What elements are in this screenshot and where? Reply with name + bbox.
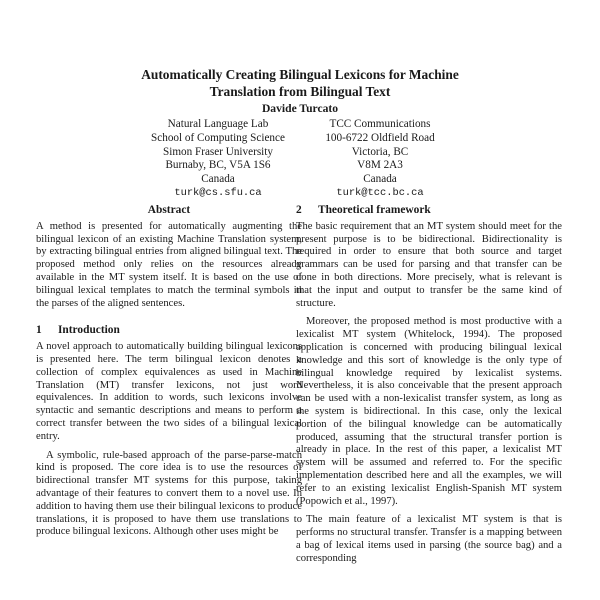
right-column (296, 204, 562, 572)
affiliation-line: TCC Communications (329, 118, 431, 130)
title-line-2: Translation from Bilingual Text (209, 84, 391, 99)
abstract-text: A method is presented for automatically augmenting the bilingual lexicon of an existing Machine Translation system, by extracting bilingual entries from aligned bilingual text. The proposed method only relies on the resources already available in the MT system itself. It is based on the use of bilingual lexical templates to match the terminal symbols in the parses of the aligned sentences. (36, 220, 302, 309)
title-line-1: Automatically Creating Bilingual Lexicons for Machine (141, 67, 459, 82)
left-column (36, 204, 302, 545)
affiliation-line: 100-6722 Oldfield Road (325, 131, 435, 144)
email-right: turk@tcc.bc.ca (336, 186, 424, 199)
section-number: 2 (296, 204, 302, 216)
abstract-section (36, 204, 302, 310)
abstract-heading: Abstract (147, 204, 191, 216)
introduction-section (36, 324, 302, 539)
affiliation-line: Victoria, BC (351, 145, 409, 158)
author-name: Davide Turcato (261, 102, 339, 115)
theory-paragraph-1: The basic requirement that an MT system should meet for the present purpose is to be bidirectional. Bidirectionality is required in order to ensure that both source and target grammars can be used for parsing and that transfer can be done in both directions. More precisely, what is relevant is that the input and output to transfer be the same kind of structure. (296, 220, 562, 309)
theory-paragraph-2: Moreover, the proposed method is most productive with a lexicalist MT system (Whitelock, 1994). The proposed application is concerned with producing bilingual lexical knowledge and this sort of knowledge is the only type of bilingual knowledge required by lexicalist systems. Nevertheless, it is also conceivable that the present approach can be used with a non-lexicalist transfer system, as long as the system is bidirectional. In this case, only the lexical portion of the bilingual knowledge can be automatically produced, assuming that the structural transfer portion is already in place. In the rest of this paper, a lexicalist MT system will be assumed and referred to. For the specific implementation described here and all the examples, we will refer to an existing lexicalist English-Spanish MT system (Popowich et al., 1997). (296, 316, 562, 507)
theory-paragraph-3: The main feature of a lexicalist MT system is that is performs no structural transfer. Transfer is a mapping between a bag of lexical items used in parsing (the source bag) and a corresponding (296, 514, 562, 564)
section-title: Theoretical framework (318, 204, 431, 216)
affiliation-line: School of Computing Science (151, 131, 285, 144)
introduction-heading (36, 324, 302, 337)
section-title: Introduction (58, 324, 120, 337)
affiliation-line: Natural Language Lab (167, 118, 269, 130)
affiliation-line: V8M 2A3 (357, 159, 403, 172)
email-left: turk@cs.sfu.ca (174, 186, 262, 199)
affiliation-right (300, 118, 460, 201)
affiliation-line: Canada (363, 173, 397, 186)
affiliation-line: Simon Fraser University (162, 145, 273, 158)
affiliation-left (132, 118, 304, 201)
intro-paragraph-2: A symbolic, rule-based approach of the parse-parse-match kind is proposed. The core idea is to use the resources of bidirectional transfer MT systems for this purpose, taking advantage of their features to convert them to a novel use. In addition to having them use their bilingual lexicons to produce translations, it is proposed to have them use translations to produce bilingual lexicons. Although other uses might be (36, 449, 302, 538)
affiliation-line: Canada (201, 173, 235, 186)
paper-title (0, 66, 600, 100)
theory-heading (296, 204, 562, 217)
section-number: 1 (36, 324, 42, 337)
affiliation-line: Burnaby, BC, V5A 1S6 (165, 159, 271, 172)
intro-paragraph-1: A novel approach to automatically building bilingual lexicons is presented here. The term bilingual lexicon denotes a collection of complex equivalences as used in Machine Translation (MT) transfer lexicons, not just word equivalences. In addition to words, such lexicons involve syntactic and semantic descriptions and means to perform a correct transfer between the two sides of a bilingual lexical entry. (36, 341, 302, 442)
